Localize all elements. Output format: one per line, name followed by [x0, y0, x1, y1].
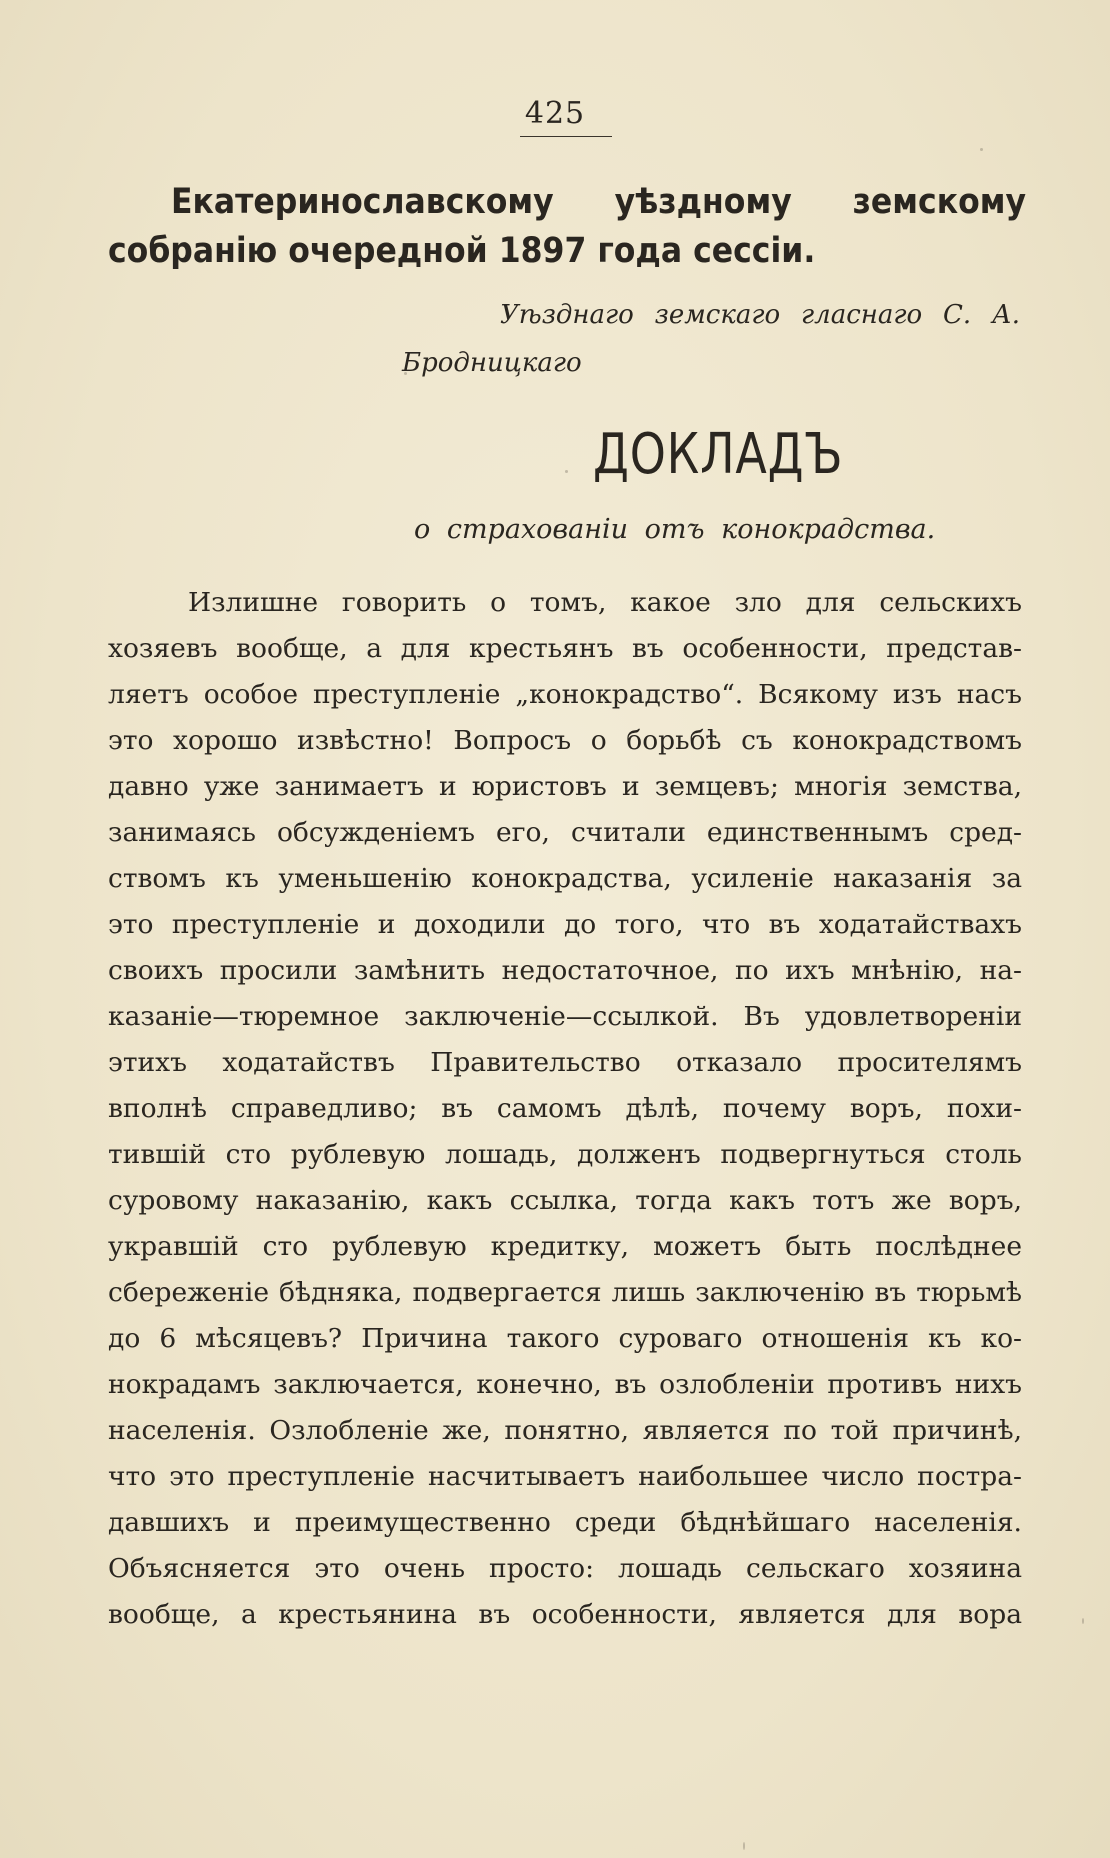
body-line: казаніе—тюремное заключеніе—ссылкой. Въ удовлетвореніи — [108, 1001, 1022, 1032]
body-line: своихъ просили замѣнить недостаточное, по ихъ мнѣнію, на- — [108, 955, 1022, 986]
page-number: 425 — [524, 96, 586, 131]
body-line: что это преступленіе насчитываетъ наибольшее число постра- — [108, 1461, 1022, 1492]
author-line-2: Бродницкаго — [402, 348, 582, 378]
paper-speck — [980, 148, 983, 151]
body-line: давно уже занимаетъ и юристовъ и земцевъ; многія земства, — [108, 771, 1022, 802]
body-line: хозяевъ вообще, а для крестьянъ въ особенности, представ- — [108, 633, 1022, 664]
body-line: это хорошо извѣстно! Вопросъ о борьбѣ съ конокрадствомъ — [108, 725, 1022, 756]
body-line: ляетъ особое преступленіе „конокрадство“. Всякому изъ насъ — [108, 679, 1022, 710]
body-line: Излишне говорить о томъ, какое зло для сельскихъ — [188, 587, 1022, 618]
author-line-1: Уѣзднаго земскаго гласнаго С. А. — [500, 300, 1020, 330]
page-number-rule — [520, 136, 612, 137]
body-line: укравшій сто рублевую кредитку, можетъ быть послѣднее — [108, 1231, 1022, 1262]
body-line: вообще, а крестьянина въ особенности, является для вора — [108, 1599, 1022, 1630]
paper-speck — [743, 1842, 745, 1850]
body-line: этихъ ходатайствъ Правительство отказало просителямъ — [108, 1047, 1022, 1078]
body-text — [108, 580, 1022, 1638]
body-line: тившій сто рублевую лошадь, долженъ подвергнуться столь — [108, 1139, 1022, 1170]
report-heading: ДОКЛАДЪ — [593, 422, 844, 487]
body-line: занимаясь обсужденіемъ его, считали единственнымъ сред- — [108, 817, 1022, 848]
body-line: до 6 мѣсяцевъ? Причина такого суроваго отношенія къ ко- — [108, 1323, 1022, 1354]
paper-speck — [404, 372, 407, 375]
body-line: сбереженіе бѣдняка, подвергается лишь заключенію въ тюрьмѣ — [108, 1277, 1022, 1308]
body-line: суровому наказанію, какъ ссылка, тогда какъ тотъ же воръ, — [108, 1185, 1022, 1216]
body-line: это преступленіе и доходили до того, что въ ходатайствахъ — [108, 909, 1022, 940]
body-line: Объясняется это очень просто: лошадь сельскаго хозяина — [108, 1553, 1022, 1584]
paper-speck — [1082, 1618, 1084, 1624]
document-title: Екатеринославскому уѣздному земскому собранію очередной 1897 года сессіи. — [108, 182, 1026, 271]
body-line: населенія. Озлобленіе же, понятно, является по той причинѣ, — [108, 1415, 1022, 1446]
report-subheading: о страхованіи отъ конокрадства. — [414, 514, 936, 545]
body-line: вполнѣ справедливо; въ самомъ дѣлѣ, почему воръ, похи- — [108, 1093, 1022, 1124]
body-line: давшихъ и преимущественно среди бѣднѣйшаго населенія. — [108, 1507, 1022, 1538]
body-line: ствомъ къ уменьшенію конокрадства, усиленіе наказанія за — [108, 863, 1022, 894]
body-line: нокрадамъ заключается, конечно, въ озлобленіи противъ нихъ — [108, 1369, 1022, 1400]
paper-speck — [565, 470, 568, 473]
